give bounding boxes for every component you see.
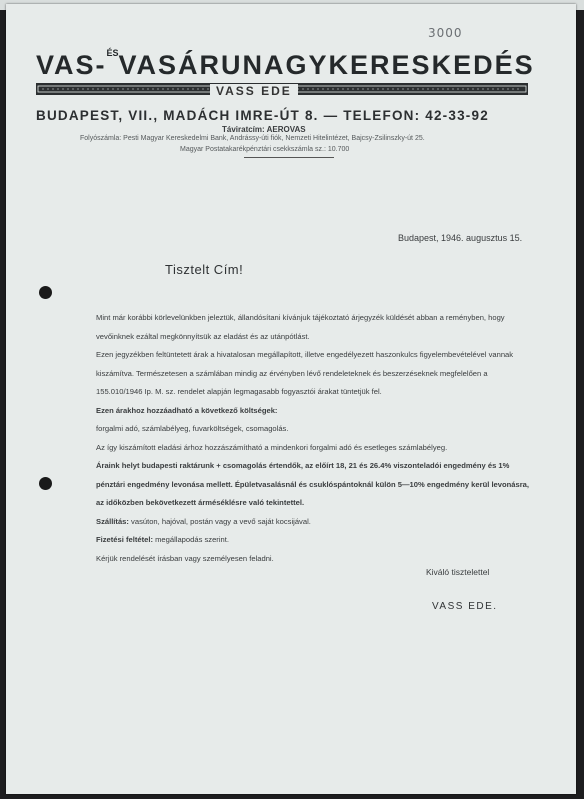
shipping-text: vasúton, hajóval, postán vagy a vevő saját kocsijával. (131, 516, 311, 526)
company-name-right: VASÁRUNAGYKERESKEDÉS (118, 50, 535, 80)
punch-hole (39, 477, 52, 490)
bank-accounts: Folyószámla: Pesti Magyar Kereskedelmi Bank, Andrássy-úti fiók, Nemzeti Hitelintézet, Bajcsy-Zsilinszky-út 25. (80, 135, 425, 142)
request-line: Kérjük rendelését írásban vagy személyesen feladni. (96, 553, 274, 563)
letter-date: Budapest, 1946. augusztus 15. (398, 233, 523, 243)
handwritten-note: 3000 (428, 26, 463, 40)
salutation: Tisztelt Cím! (165, 262, 244, 277)
paragraph: Az így kiszámított eladási árhoz hozzászámítható a mindenkori forgalmi adó és esetleges számlabélyeg. (96, 442, 448, 452)
payment-label: Fizetési feltétel: (96, 535, 153, 544)
address-line: BUDAPEST, VII., MADÁCH IMRE-ÚT 8. — TELEFON: 42-33-92 (36, 108, 489, 123)
payment-line (96, 531, 532, 550)
letter-body (96, 309, 532, 568)
paragraph: Ezen jegyzékben feltüntetett árak a hivatalosan megállapított, illetve engedélyezett haszonkulcs figyelembevételével vannak kiszámítva. Természetesen a számlában mindig az érvényben lévő rendeleteknek és beszerzéseknek megfelelően a 155.010/1946 Ip. M. sz. rendelet alapján legmagasabb fogyasztói árakat tüntetjük fel. (96, 350, 514, 396)
company-name-left: VAS- (36, 50, 107, 80)
signature: VASS EDE. (432, 601, 498, 612)
paragraph: Ezen árakhoz hozzáadható a következő költségek: (96, 405, 278, 415)
owner-name: VASS EDE (210, 84, 298, 98)
company-name (36, 50, 535, 81)
paragraph: Áraink helyt budapesti raktárunk + csomagolás értendők, az előírt 18, 21 és 26.4% viszonteladói engedmény és 1% pénztári engedmény levonása mellett. Épületvasalásnál és csuklóspántoknál külön 5—10% engedmény kerül levonásra, az időközben bekövetkezett árméséklésre való tekintettel. (96, 461, 530, 507)
company-name-es: ÉS (106, 48, 119, 58)
shipping-line (96, 513, 532, 532)
divider (244, 157, 334, 158)
telegraph-address: Táviratcím: AEROVAS (222, 125, 306, 134)
punch-hole (39, 286, 52, 299)
closing: Kiváló tisztelettel (426, 567, 490, 577)
payment-text: megállapodás szerint. (155, 535, 229, 544)
paragraph: forgalmi adó, számlabélyeg, fuvarköltségek, csomagolás. (96, 424, 289, 433)
postal-account: Magyar Postatakarékpénztári csekkszámla sz.: 10.700 (180, 146, 350, 153)
shipping-label: Szállítás: (96, 516, 129, 526)
paragraph: Mint már korábbi körlevelünkben jeleztük, állandósítani kívánjuk tájékoztató árjegyzék küldését abban a reményben, hogy vevőinknek ezáltal megkönnyítsük az eladást és az utánpótlást. (96, 313, 505, 341)
